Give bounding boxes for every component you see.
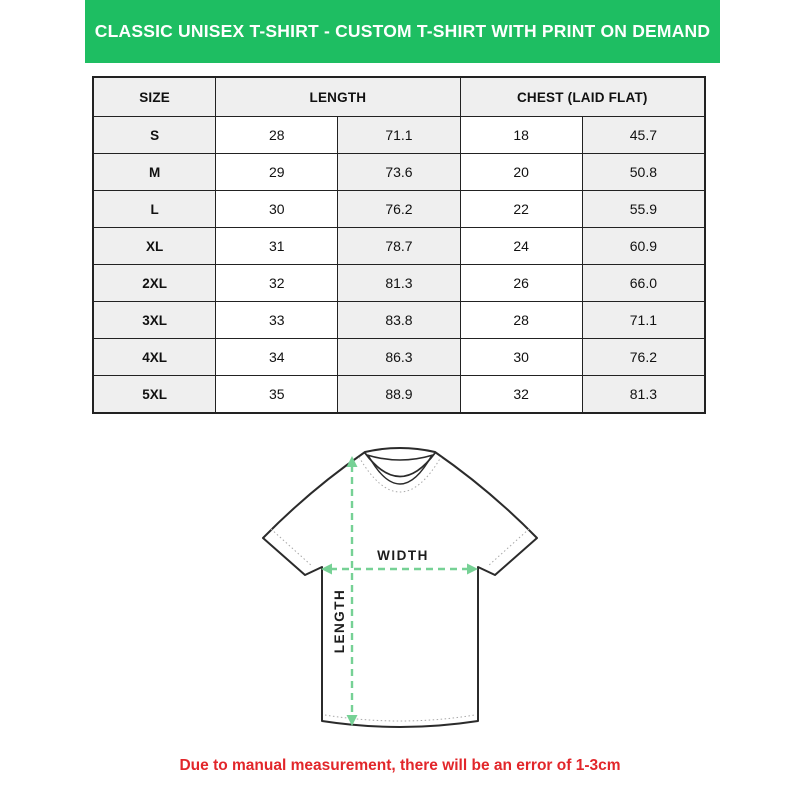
measurement-error-note: Due to manual measurement, there will be an error of 1-3cm (179, 757, 621, 774)
chest-in-cell: 24 (460, 228, 582, 265)
size-cell: 3XL (94, 302, 216, 339)
header-length: LENGTH (216, 78, 460, 117)
chest-cm-cell: 45.7 (582, 117, 704, 154)
length-cm-cell: 88.9 (338, 376, 460, 413)
table-row (94, 191, 705, 228)
table-row (94, 154, 705, 191)
tshirt-diagram (240, 432, 560, 750)
tshirt-outline (263, 448, 537, 727)
chest-in-cell: 30 (460, 339, 582, 376)
table-row (94, 339, 705, 376)
chest-cm-cell: 50.8 (582, 154, 704, 191)
length-in-cell: 31 (216, 228, 338, 265)
length-cm-cell: 76.2 (338, 191, 460, 228)
length-in-cell: 33 (216, 302, 338, 339)
length-cm-cell: 86.3 (338, 339, 460, 376)
size-cell: 5XL (94, 376, 216, 413)
length-cm-cell: 78.7 (338, 228, 460, 265)
length-cm-cell: 71.1 (338, 117, 460, 154)
header-chest: CHEST (LAID FLAT) (460, 78, 704, 117)
width-label: WIDTH (377, 548, 429, 563)
length-in-cell: 28 (216, 117, 338, 154)
table-row (94, 265, 705, 302)
chest-in-cell: 22 (460, 191, 582, 228)
chest-in-cell: 32 (460, 376, 582, 413)
chest-in-cell: 18 (460, 117, 582, 154)
chest-cm-cell: 81.3 (582, 376, 704, 413)
chest-cm-cell: 60.9 (582, 228, 704, 265)
chest-in-cell: 28 (460, 302, 582, 339)
length-cm-cell: 83.8 (338, 302, 460, 339)
size-cell: L (94, 191, 216, 228)
length-cm-cell: 73.6 (338, 154, 460, 191)
table-row (94, 117, 705, 154)
length-in-cell: 29 (216, 154, 338, 191)
size-cell: M (94, 154, 216, 191)
chest-in-cell: 26 (460, 265, 582, 302)
chest-cm-cell: 71.1 (582, 302, 704, 339)
header-size: SIZE (94, 78, 216, 117)
table-row (94, 228, 705, 265)
length-in-cell: 32 (216, 265, 338, 302)
table-row (94, 376, 705, 413)
size-table (93, 77, 705, 413)
length-label: LENGTH (332, 588, 347, 654)
size-cell: XL (94, 228, 216, 265)
length-in-cell: 34 (216, 339, 338, 376)
length-in-cell: 30 (216, 191, 338, 228)
chest-cm-cell: 76.2 (582, 339, 704, 376)
size-cell: S (94, 117, 216, 154)
chest-cm-cell: 66.0 (582, 265, 704, 302)
title-banner (85, 0, 720, 63)
chest-cm-cell: 55.9 (582, 191, 704, 228)
page-title: CLASSIC UNISEX T-SHIRT - CUSTOM T-SHIRT WITH PRINT ON DEMAND (94, 21, 711, 41)
size-cell: 4XL (94, 339, 216, 376)
length-cm-cell: 81.3 (338, 265, 460, 302)
table-header-row (94, 78, 705, 117)
table-row (94, 302, 705, 339)
chest-in-cell: 20 (460, 154, 582, 191)
size-cell: 2XL (94, 265, 216, 302)
length-in-cell: 35 (216, 376, 338, 413)
